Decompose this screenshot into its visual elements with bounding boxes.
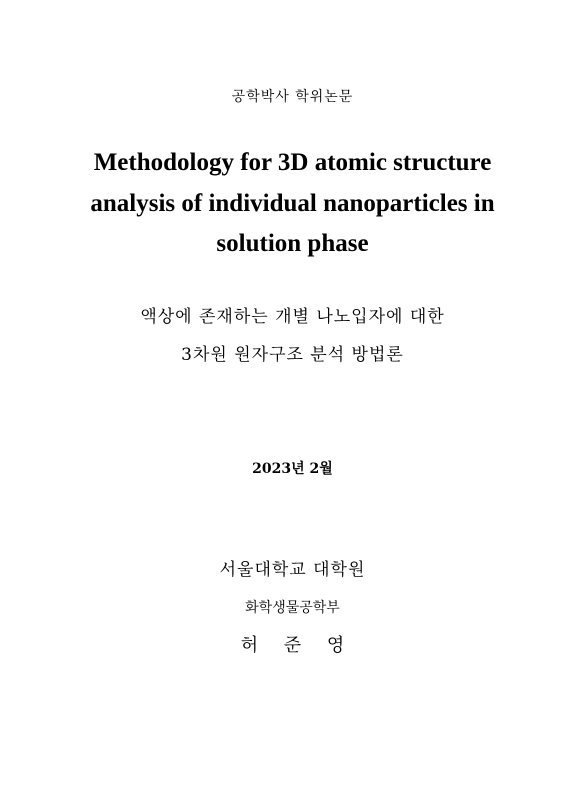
submission-date: 2023년 2월 xyxy=(252,461,333,477)
department-name: 화학생물공학부 xyxy=(245,600,340,616)
degree-label: 공학박사 학위논문 xyxy=(231,89,354,105)
english-title-line-3: solution phase xyxy=(216,230,369,257)
university-name: 서울대학교 대학원 xyxy=(219,560,366,580)
korean-title xyxy=(0,298,585,374)
english-title-line-1: Methodology for 3D atomic structure xyxy=(93,149,492,176)
korean-title-line-1: 액상에 존재하는 개별 나노입자에 대한 xyxy=(140,307,445,327)
english-title-line-2: analysis of individual nanoparticles in xyxy=(90,189,495,217)
english-title xyxy=(0,143,585,265)
author-name: 허 준 영 xyxy=(240,635,355,656)
korean-title-line-2: 3차원 원자구조 분석 방법론 xyxy=(181,345,404,365)
